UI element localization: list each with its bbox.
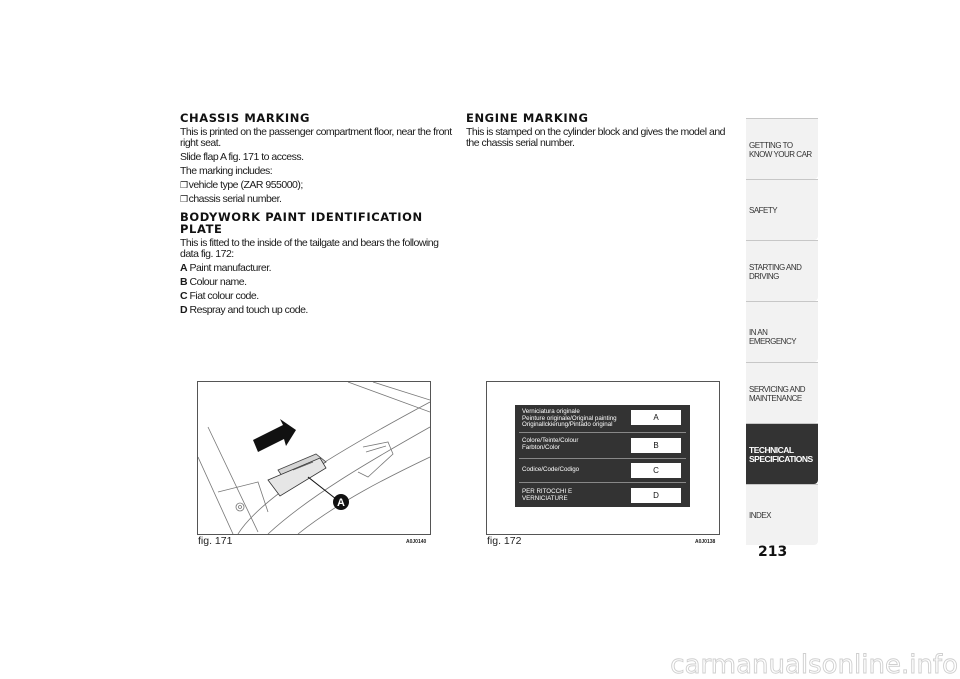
plate-box-b: B [631, 438, 681, 453]
page-number: 213 [758, 544, 788, 560]
tab-technical-specifications[interactable] [746, 423, 818, 484]
callout-label [198, 382, 430, 534]
tab-safety[interactable] [746, 179, 818, 240]
left-column [180, 112, 452, 319]
plate-box-a: A [631, 410, 681, 425]
tab-label: GETTING TO KNOW YOUR CAR [749, 141, 812, 159]
chassis-paragraph-1: This is printed on the passenger compartment floor, near the front right seat. [180, 126, 452, 149]
plate-row-text: PER RITOCCHI E [522, 488, 573, 495]
tab-index[interactable] [746, 484, 818, 545]
plate-row-text: Codice/Code/Codigo [522, 466, 580, 473]
plate-row-c [515, 459, 690, 482]
chassis-marking-heading: CHASSIS MARKING [180, 111, 311, 125]
plate-row-text: Originallckierung/Pintado original [522, 421, 613, 428]
paint-item-label: B [180, 276, 188, 288]
paint-identification-plate [515, 405, 690, 507]
right-column [466, 112, 728, 152]
paint-item [180, 277, 452, 288]
paint-item-label: A [180, 262, 188, 274]
tab-in-an-emergency[interactable] [746, 301, 818, 362]
paint-item [180, 263, 452, 274]
plate-row-text: VERNICIATURE [522, 494, 568, 502]
plate-row-d [515, 483, 690, 507]
figure-172-code: A0J0138 [695, 539, 716, 545]
tab-label: SAFETY [749, 206, 778, 215]
chassis-paragraph-3: The marking includes: [180, 165, 273, 177]
figure-172-caption: fig. 172 [487, 535, 522, 547]
paint-item-text: Paint manufacturer. [189, 262, 272, 274]
plate-box-d: D [631, 488, 681, 503]
paint-item [180, 305, 452, 316]
plate-row-text: Verniciatura originale [522, 408, 580, 415]
tab-label: INDEX [749, 511, 771, 520]
tab-starting-and-driving[interactable] [746, 240, 818, 301]
paint-item-label: C [180, 290, 188, 302]
tab-label: TECHNICAL SPECIFICATIONS [749, 445, 813, 464]
figure-171-caption: fig. 171 [198, 535, 233, 547]
tab-label: SERVICING AND MAINTENANCE [749, 385, 806, 403]
paint-item-label: D [180, 304, 188, 316]
plate-row-text: Peinture originale/Original painting [522, 414, 617, 422]
tab-label: STARTING AND DRIVING [749, 263, 802, 281]
paint-intro: This is fitted to the inside of the tailgate and bears the following data fig. 172: [180, 237, 439, 260]
figure-171-code: A0J0140 [406, 539, 427, 545]
engine-marking-heading: ENGINE MARKING [466, 111, 589, 125]
checkbox-bullet-icon: ❒ [180, 180, 188, 190]
checkbox-bullet-icon: ❒ [180, 194, 188, 204]
chassis-list-item [180, 180, 452, 191]
paint-item-text: Colour name. [189, 276, 247, 288]
callout-letter: A [337, 497, 345, 509]
plate-row-text: Farbton/Color [522, 443, 560, 451]
paint-item [180, 291, 452, 302]
engine-paragraph: This is stamped on the cylinder block and gives the model and the chassis serial number. [466, 126, 725, 149]
chassis-list-item [180, 194, 452, 205]
plate-box-c: C [631, 463, 681, 478]
paint-item-text: Respray and touch up code. [189, 304, 308, 316]
chassis-list-text: vehicle type (ZAR 955000); [188, 179, 303, 191]
paint-item-text: Fiat colour code. [189, 290, 259, 302]
tab-getting-to-know-your-car[interactable] [746, 118, 818, 179]
plate-row-a [515, 405, 690, 431]
plate-row-text: Colore/Teinte/Colour [522, 437, 579, 444]
plate-row-b [515, 433, 690, 457]
paint-plate-heading: BODYWORK PAINT IDENTIFICATION PLATE [180, 210, 423, 236]
figure-171-illustration [197, 381, 431, 535]
chassis-paragraph-2: Slide flap A fig. 171 to access. [180, 151, 304, 163]
figure-172-illustration [486, 381, 720, 535]
tab-servicing-and-maintenance[interactable] [746, 362, 818, 423]
watermark-text: carmanualsonline.info [670, 650, 958, 679]
chassis-list-text: chassis serial number. [188, 193, 282, 205]
tab-label: IN AN EMERGENCY [749, 328, 797, 346]
